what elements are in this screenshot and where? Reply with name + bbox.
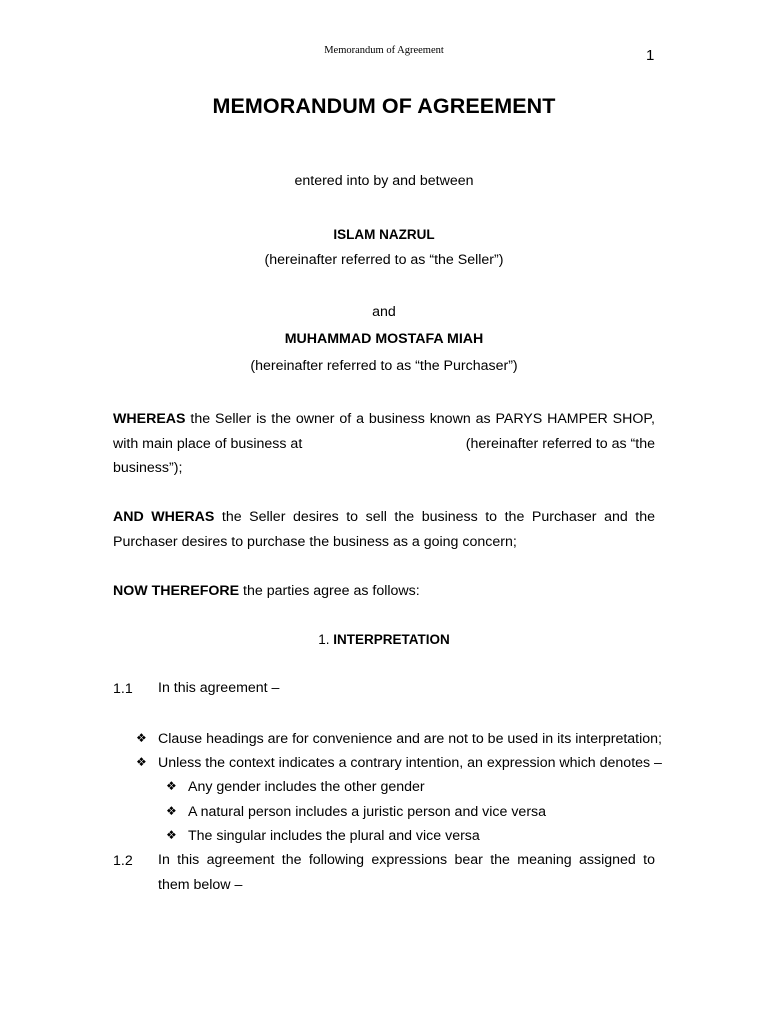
clause-1-1-text: In this agreement – [158,680,280,696]
now-therefore-lead: NOW THEREFORE [113,583,240,599]
purchaser-reference: (hereinafter referred to as “the Purchaser”) [250,358,518,374]
whereas-line-1 [113,407,655,432]
now-therefore-paragraph [113,579,655,604]
diamond-bullet-icon: ❖ [166,779,177,793]
sub-list-item-text: Any gender includes the other gender [188,779,425,795]
diamond-bullet-icon: ❖ [136,731,147,745]
clause-1-1-number: 1.1 [113,681,133,697]
list-item-text: Clause headings are for convenience and are not to be used in its interpretation; [158,731,662,747]
running-header: Memorandum of Agreement [324,45,444,56]
diamond-bullet-icon: ❖ [166,828,177,842]
section-heading [0,632,768,647]
diamond-bullet-icon: ❖ [136,755,147,769]
whereas-lead: WHEREAS [113,411,186,427]
parties-and: and [372,304,396,320]
and-whereas-lead: AND WHERAS [113,509,215,525]
clause-1-2-text: In this agreement the following expressions bear the meaning assigned to them below – [158,852,655,893]
list-item-text: Unless the context indicates a contrary intention, an expression which denotes – [158,755,662,771]
whereas-line-2-end: (hereinafter referred to as “the [465,435,655,452]
section-title: INTERPRETATION [333,632,450,647]
sub-list-item-text: The singular includes the plural and vice versa [188,828,480,844]
purchaser-name: MUHAMMAD MOSTAFA MIAH [284,331,484,347]
now-therefore-text: the parties agree as follows: [239,583,420,599]
whereas-line-3: business”); [113,460,183,476]
page-number: 1 [646,47,655,64]
sub-list-item-text: A natural person includes a juristic person and vice versa [188,804,547,820]
section-number: 1. [318,632,334,647]
diamond-bullet-icon: ❖ [166,804,177,818]
parties-intro: entered into by and between [294,173,474,189]
whereas-paragraph [113,407,655,481]
clause-1-2-number: 1.2 [113,853,133,869]
and-whereas-text: the Seller desires to sell the business to the Purchaser and the Purchaser desires to purchase the business as a going concern; [113,509,656,550]
whereas-line-1-text: the Seller is the owner of a business known as PARYS HAMPER SHOP, [185,411,655,427]
seller-reference: (hereinafter referred to as “the Seller”) [264,252,504,268]
whereas-line-2 [113,432,655,457]
seller-name: ISLAM NAZRUL [333,227,435,242]
whereas-line-2-start: with main place of business at [113,435,303,452]
document-title: MEMORANDUM OF AGREEMENT [212,94,556,118]
and-whereas-paragraph [113,505,655,554]
